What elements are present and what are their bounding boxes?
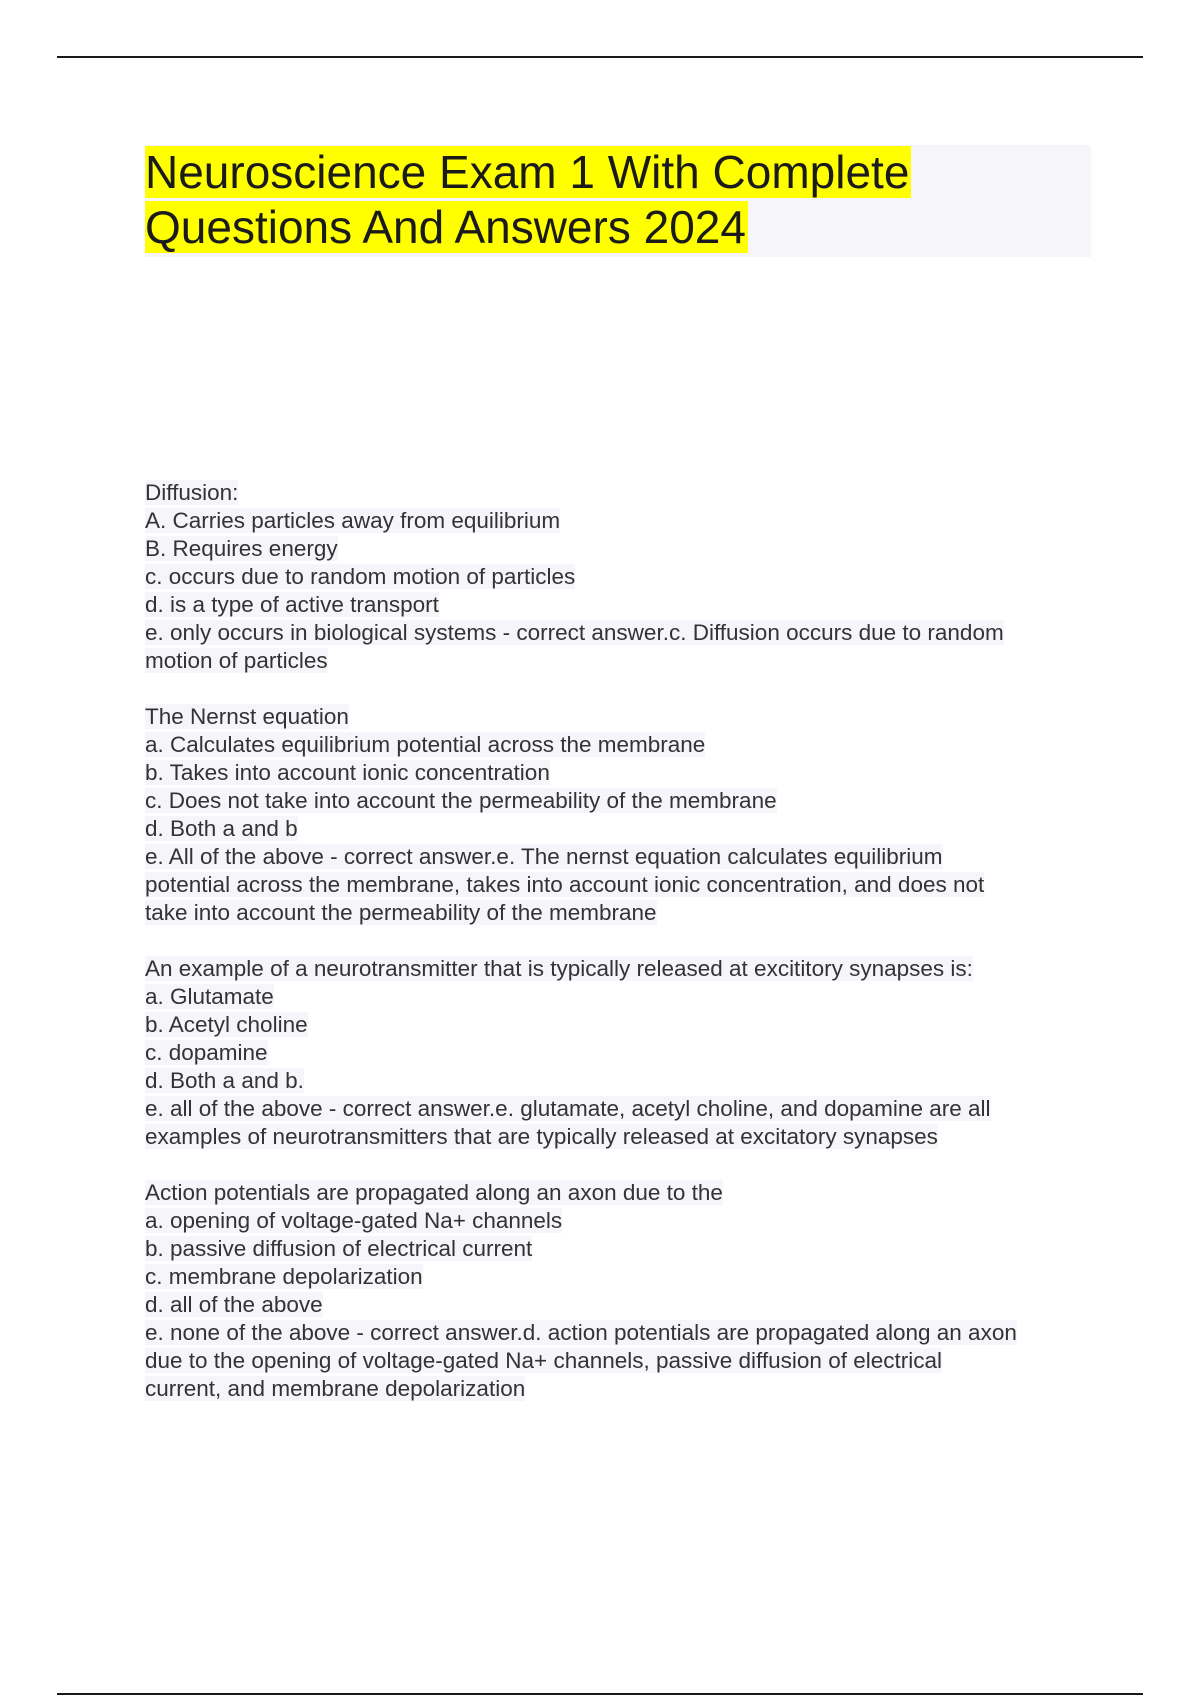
answer-option: c. occurs due to random motion of particles bbox=[145, 564, 576, 589]
correct-answer-continuation: take into account the permeability of the membrane bbox=[145, 900, 657, 925]
answer-option: a. opening of voltage-gated Na+ channels bbox=[145, 1208, 563, 1233]
bottom-horizontal-rule bbox=[57, 1693, 1143, 1695]
title-block bbox=[145, 145, 1091, 257]
answer-option-with-correct-answer: e. none of the above - correct answer.d. action potentials are propagated along an axon bbox=[145, 1320, 1017, 1345]
answer-option-with-correct-answer: e. All of the above - correct answer.e. The nernst equation calculates equilibrium bbox=[145, 844, 943, 869]
question-block-diffusion bbox=[145, 479, 1095, 675]
correct-answer-continuation: due to the opening of voltage-gated Na+ channels, passive diffusion of electrical bbox=[145, 1348, 942, 1373]
answer-option: b. Takes into account ionic concentration bbox=[145, 760, 550, 785]
answer-option: c. Does not take into account the permeability of the membrane bbox=[145, 788, 777, 813]
answer-option-with-correct-answer: e. only occurs in biological systems - correct answer.c. Diffusion occurs due to random bbox=[145, 620, 1004, 645]
title-line-2: Questions And Answers 2024 bbox=[145, 201, 746, 253]
questions-list bbox=[145, 479, 1095, 1431]
top-horizontal-rule bbox=[57, 56, 1143, 58]
question-text: An example of a neurotransmitter that is typically released at excititory synapses is: bbox=[145, 956, 973, 981]
answer-option-with-correct-answer: e. all of the above - correct answer.e. glutamate, acetyl choline, and dopamine are all bbox=[145, 1096, 991, 1121]
question-text: The Nernst equation bbox=[145, 704, 349, 729]
answer-option: b. Acetyl choline bbox=[145, 1012, 308, 1037]
correct-answer-continuation: potential across the membrane, takes into account ionic concentration, and does not bbox=[145, 872, 985, 897]
correct-answer-continuation: examples of neurotransmitters that are typically released at excitatory synapses bbox=[145, 1124, 938, 1149]
question-text: Diffusion: bbox=[145, 480, 239, 505]
correct-answer-continuation: motion of particles bbox=[145, 648, 328, 673]
question-text: Action potentials are propagated along an axon due to the bbox=[145, 1180, 723, 1205]
answer-option: d. all of the above bbox=[145, 1292, 323, 1317]
document-title bbox=[145, 145, 1091, 255]
answer-option: d. Both a and b bbox=[145, 816, 298, 841]
answer-option: d. Both a and b. bbox=[145, 1068, 304, 1093]
question-block-action-potentials bbox=[145, 1179, 1095, 1403]
answer-option: A. Carries particles away from equilibrium bbox=[145, 508, 561, 533]
answer-option: a. Glutamate bbox=[145, 984, 274, 1009]
correct-answer-continuation: current, and membrane depolarization bbox=[145, 1376, 526, 1401]
answer-option: c. membrane depolarization bbox=[145, 1264, 423, 1289]
question-block-nernst bbox=[145, 703, 1095, 927]
answer-option: c. dopamine bbox=[145, 1040, 268, 1065]
answer-option: a. Calculates equilibrium potential across the membrane bbox=[145, 732, 706, 757]
answer-option: d. is a type of active transport bbox=[145, 592, 439, 617]
answer-option: B. Requires energy bbox=[145, 536, 338, 561]
title-line-1: Neuroscience Exam 1 With Complete bbox=[145, 146, 910, 198]
answer-option: b. passive diffusion of electrical current bbox=[145, 1236, 533, 1261]
question-block-neurotransmitter bbox=[145, 955, 1095, 1151]
